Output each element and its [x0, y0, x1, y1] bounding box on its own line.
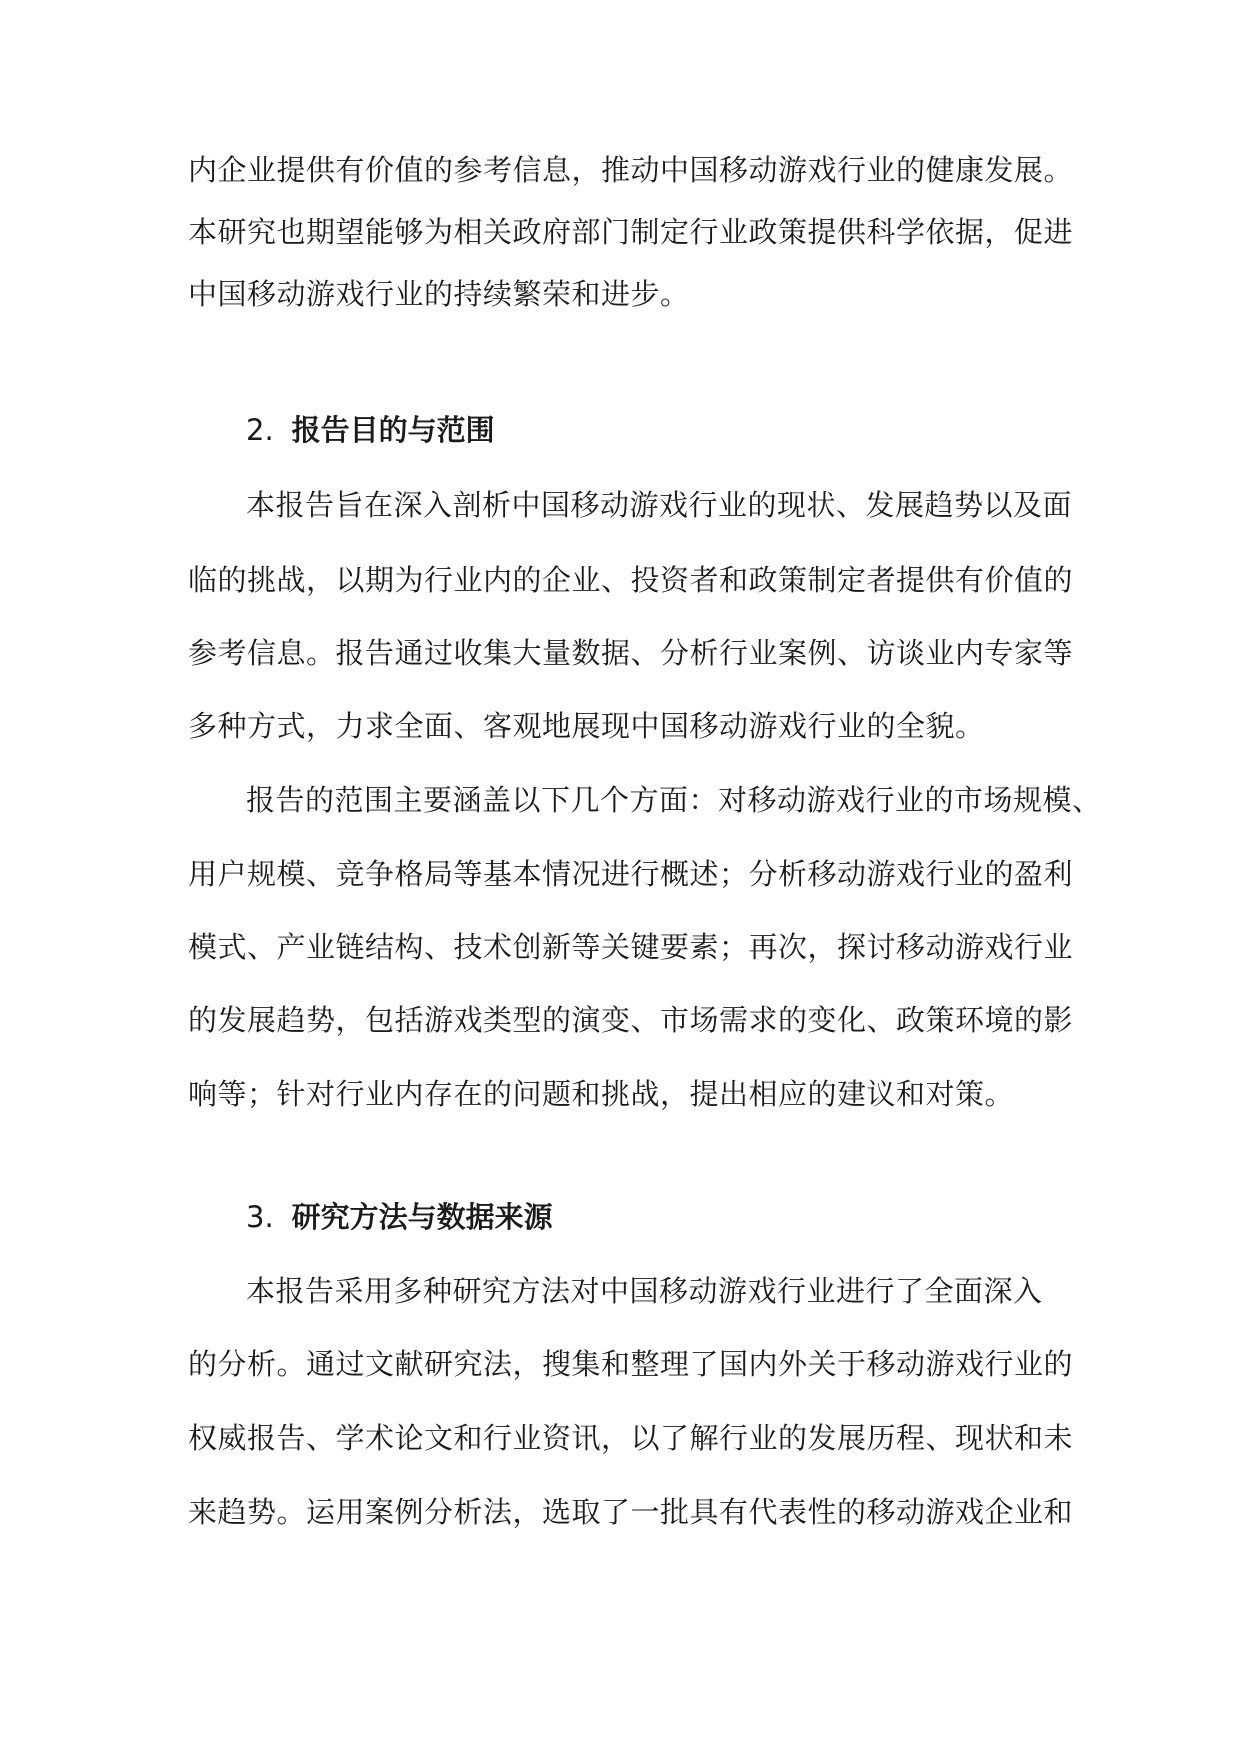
section-2-para-2-line-5: 响等；针对行业内存在的问题和挑战，提出相应的建议和对策。: [188, 1077, 1015, 1111]
section-2-para-1-line-4: 多种方式，力求全面、客观地展现中国移动游戏行业的全貌。: [188, 709, 985, 743]
intro-line-2: 本研究也期望能够为相关政府部门制定行业政策提供科学依据，促进: [188, 215, 1074, 249]
section-3-number: 3.: [246, 1200, 274, 1234]
intro-line-1: 内企业提供有价值的参考信息，推动中国移动游戏行业的健康发展。: [188, 153, 1074, 187]
intro-line-3: 中国移动游戏行业的持续繁荣和进步。: [188, 277, 690, 311]
section-3-para-1-line-3: 权威报告、学术论文和行业资讯，以了解行业的发展历程、现状和未: [188, 1421, 1074, 1455]
section-2-title: 报告目的与范围: [291, 413, 495, 447]
section-2-number: 2.: [246, 413, 274, 447]
section-2-para-2-line-3: 模式、产业链结构、技术创新等关键要素；再次，探讨移动游戏行业: [188, 930, 1074, 964]
section-2-heading: [246, 410, 495, 450]
section-2-para-2-line-1: 报告的范围主要涵盖以下几个方面：对移动游戏行业的市场规模、: [246, 783, 1102, 817]
section-2-para-1-line-1: 本报告旨在深入剖析中国移动游戏行业的现状、发展趋势以及面: [246, 488, 1073, 522]
section-2-para-1-line-3: 参考信息。报告通过收集大量数据、分析行业案例、访谈业内专家等: [188, 636, 1074, 670]
section-3-para-1-line-4: 来趋势。运用案例分析法，选取了一批具有代表性的移动游戏企业和: [188, 1495, 1074, 1529]
section-2-para-1-line-2: 临的挑战，以期为行业内的企业、投资者和政策制定者提供有价值的: [188, 563, 1074, 597]
section-3-para-1-line-2: 的分析。通过文献研究法，搜集和整理了国内外关于移动游戏行业的: [188, 1347, 1074, 1381]
section-2-para-2-line-4: 的发展趋势，包括游戏类型的演变、市场需求的变化、政策环境的影: [188, 1003, 1074, 1037]
section-3-para-1-line-1: 本报告采用多种研究方法对中国移动游戏行业进行了全面深入: [246, 1274, 1043, 1308]
section-3-title: 研究方法与数据来源: [291, 1200, 553, 1234]
section-2-para-2-line-2: 用户规模、竞争格局等基本情况进行概述；分析移动游戏行业的盈利: [188, 857, 1074, 891]
section-3-heading: [246, 1197, 553, 1237]
